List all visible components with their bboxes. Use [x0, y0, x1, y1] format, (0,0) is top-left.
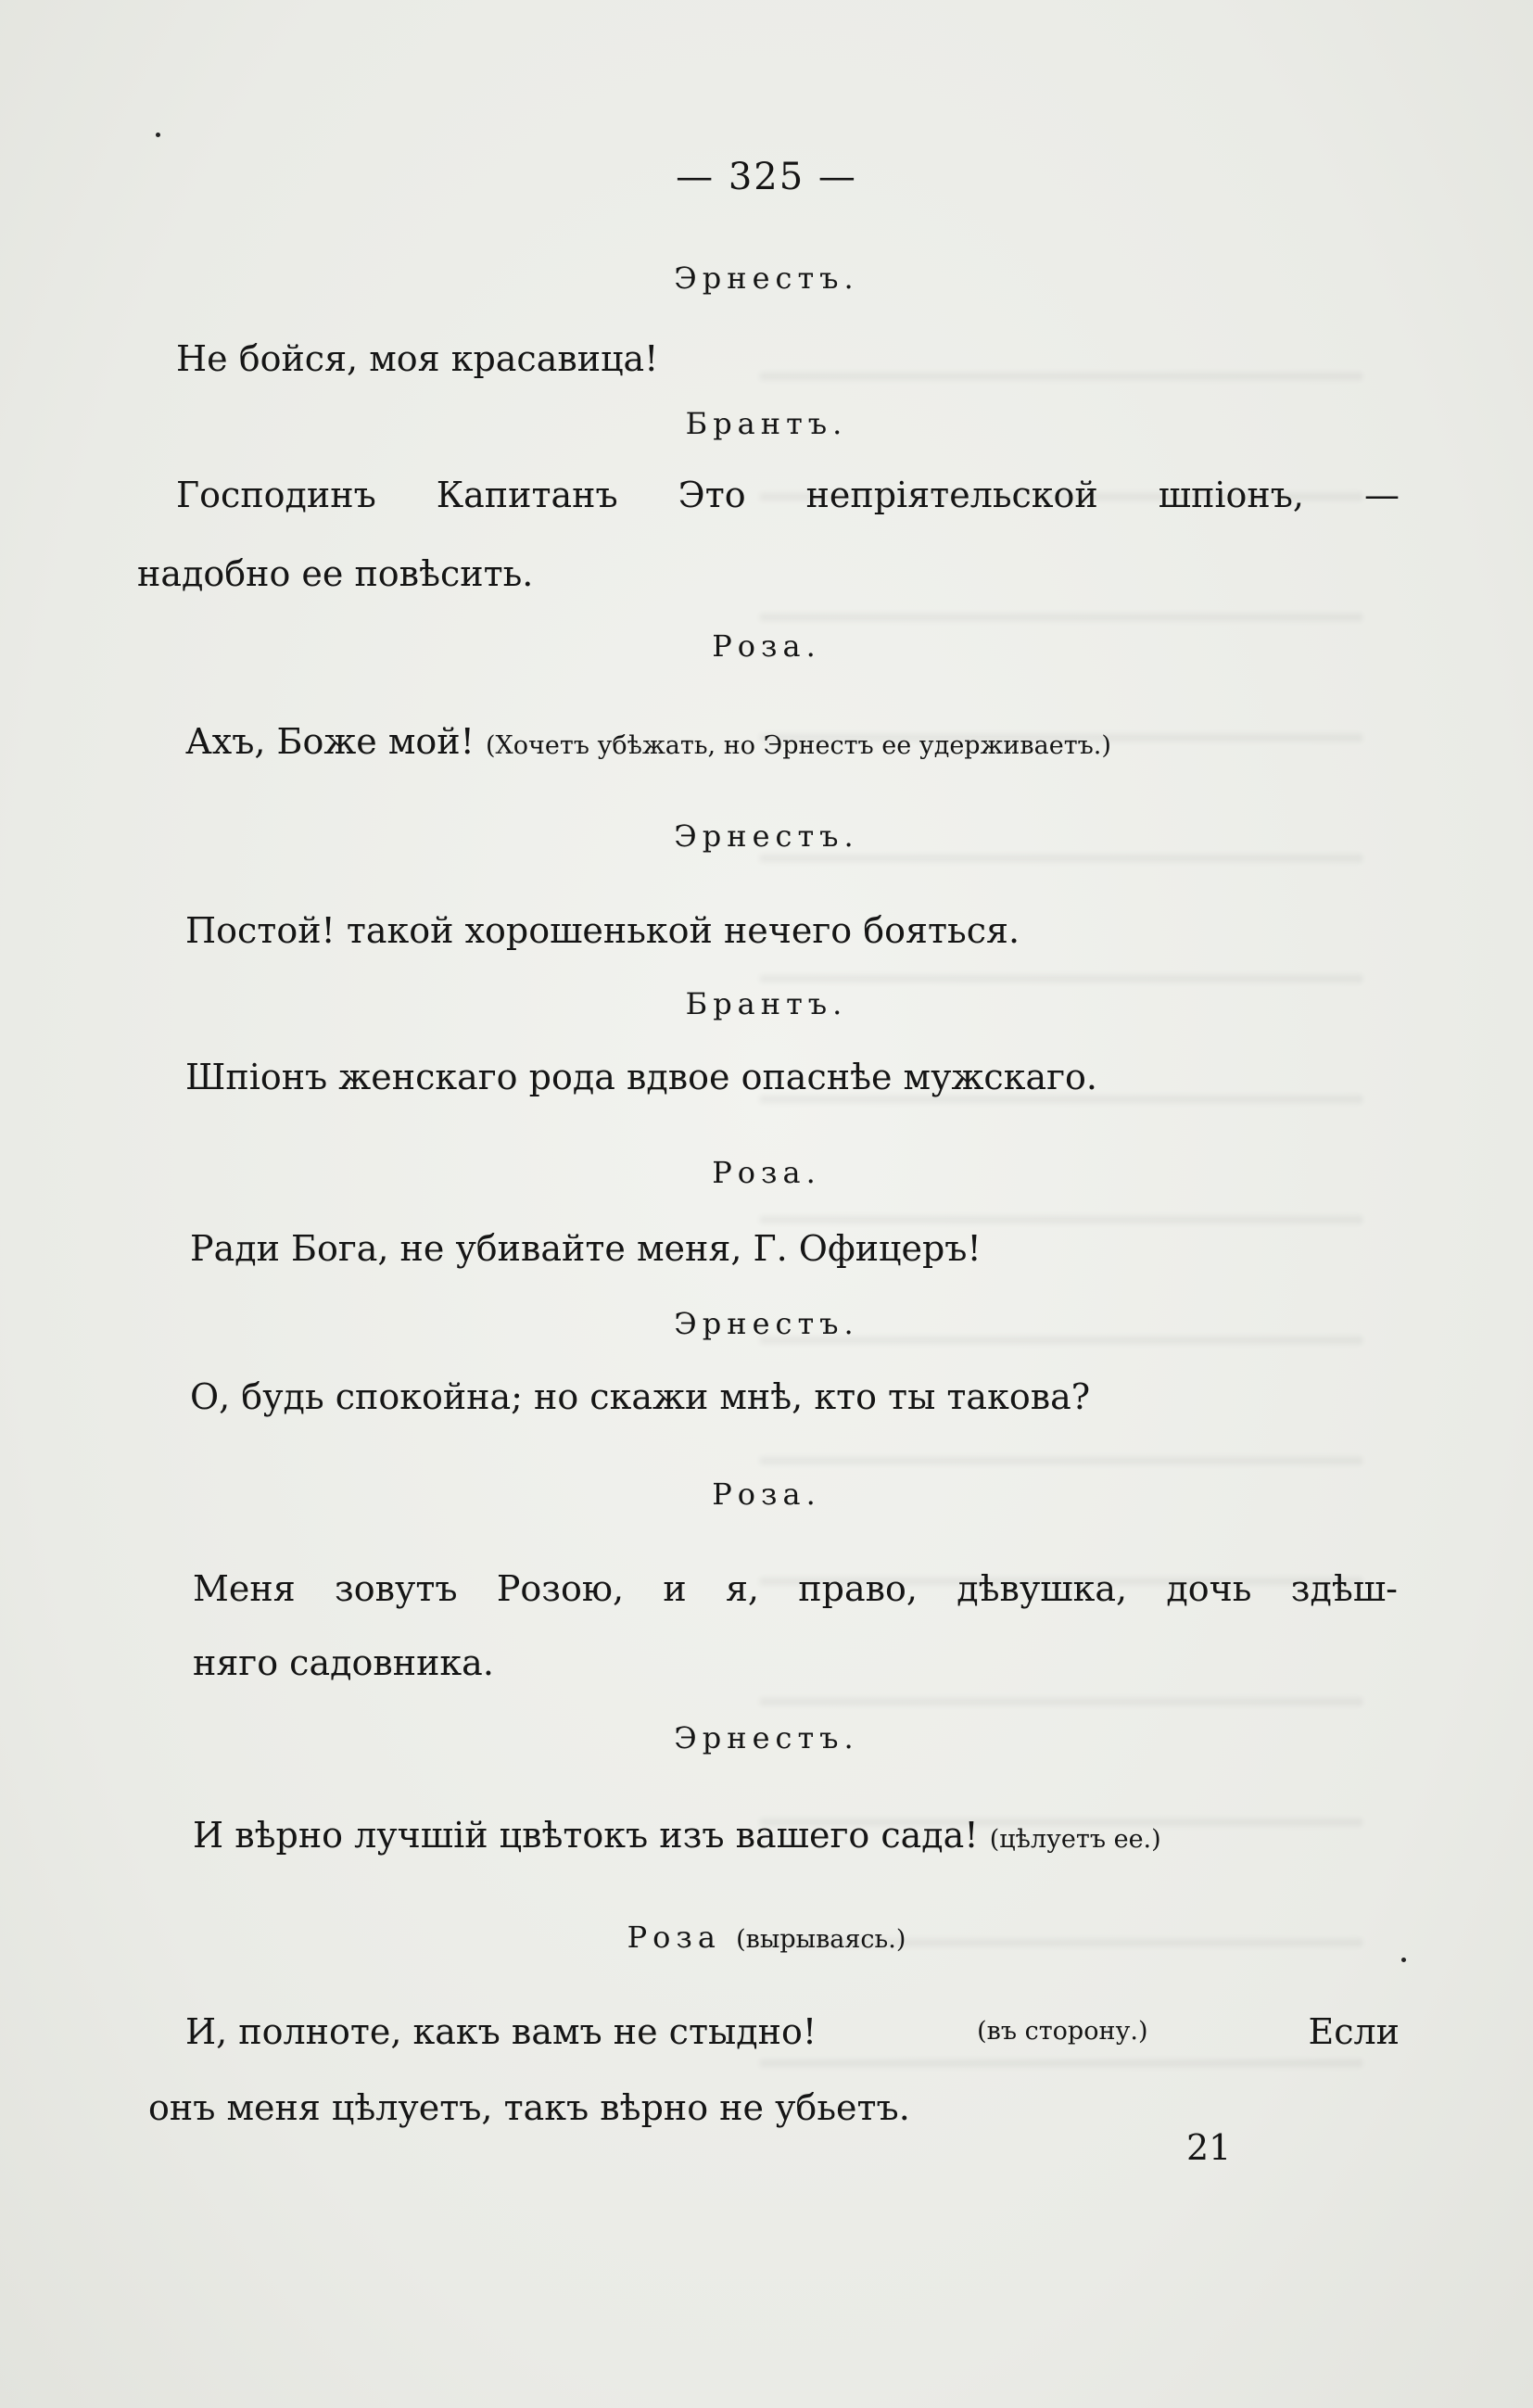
speaker-brant: Брантъ. [685, 406, 848, 441]
speaker-roza: Роза. [712, 1476, 821, 1512]
dialogue-line: Не бойся, моя красавица! [176, 338, 659, 379]
dialogue-line [185, 721, 1111, 767]
stage-direction: (въ сторону.) [977, 2017, 1148, 2046]
dialogue-line: Шпіонъ женскаго рода вдвое опаснѣе мужскаго. [185, 1057, 1097, 1097]
dialogue-text: Если [1308, 2011, 1400, 2052]
speck [156, 133, 160, 137]
dialogue-line: няго садовника. [193, 1642, 494, 1683]
speaker-roza: Роза. [712, 628, 821, 664]
speaker-brant: Брантъ. [685, 986, 848, 1021]
dialogue-line: надобно ее повѣсить. [137, 553, 534, 594]
speaker-roza: Роза. [712, 1155, 821, 1190]
speaker-roza [0, 1919, 1533, 1958]
dialogue-line [193, 1815, 1161, 1860]
dialogue-line [185, 2011, 1400, 2052]
page-number: — 325 — [676, 156, 857, 198]
dialogue-text: И вѣрно лучшій цвѣтокъ изъ вашего сада! [193, 1815, 979, 1856]
bleed-through-shadow [760, 315, 1362, 2076]
speaker-ernest: Эрнестъ. [674, 260, 859, 296]
dialogue-line: Меня зовутъ Розою, и я, право, дѣвушка, дочь здѣш- [193, 1568, 1398, 1609]
dialogue-line: Постой! такой хорошенькой нечего бояться. [185, 910, 1020, 951]
speaker-ernest: Эрнестъ. [674, 1306, 859, 1341]
stage-direction: (цѣлуетъ ее.) [989, 1825, 1161, 1854]
dialogue-line: О, будь спокойна; но скажи мнѣ, кто ты такова? [190, 1376, 1091, 1417]
speaker-ernest: Эрнестъ. [674, 1720, 859, 1755]
stage-direction: (вырываясь.) [736, 1925, 906, 1954]
dialogue-line: Ради Бога, не убивайте меня, Г. Офицеръ! [190, 1228, 982, 1269]
signature-mark: 21 [1186, 2127, 1232, 2168]
speaker-ernest: Эрнестъ. [674, 818, 859, 854]
dialogue-line: Господинъ Капитанъ Это непріятельской шпіонъ, — [176, 475, 1400, 515]
dialogue-line: онъ меня цѣлуетъ, такъ вѣрно не убьетъ. [148, 2087, 910, 2128]
dialogue-text: Ахъ, Боже мой! [185, 721, 475, 762]
dialogue-text: И, полноте, какъ вамъ не стыдно! [185, 2011, 817, 2052]
stage-direction: (Хочетъ убѣжать, но Эрнестъ ее удерживаетъ.) [486, 731, 1111, 760]
speaker-name: Роза [627, 1920, 721, 1955]
